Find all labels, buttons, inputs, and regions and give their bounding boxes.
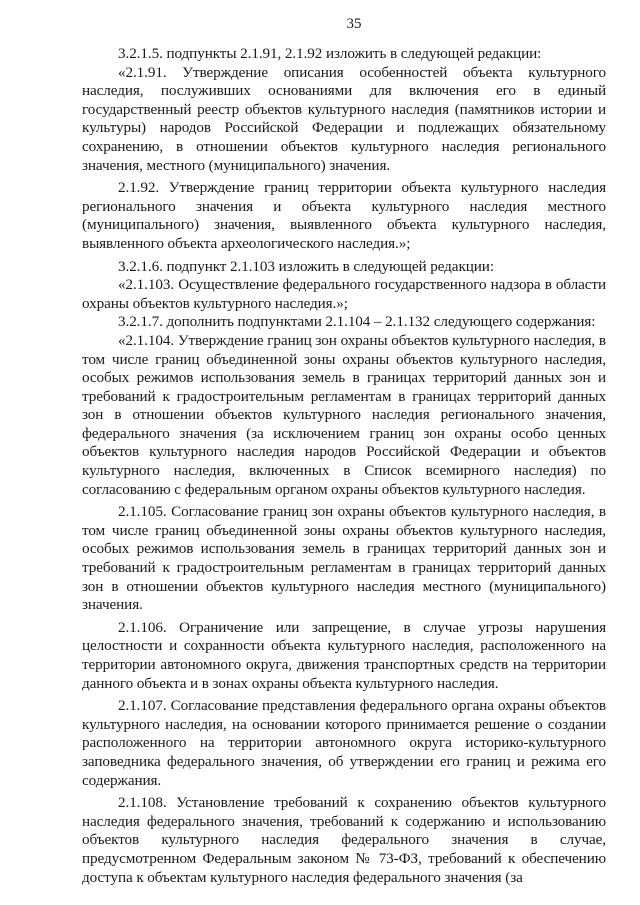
page-number: 35 (346, 16, 362, 32)
paragraph-2-1-91: «2.1.91. Утверждение описания особенностей объекта культурного наследия, послуживших основаниями для включения его в единый государственный реестр объектов культурного наследия (памятников истории и культуры) народов Российской Федерации и подлежащих обязательному сохранению, в отношении объектов культурного наследия регионального значения, местного (муниципального) значения. (82, 63, 606, 174)
paragraph-2-1-92: 2.1.92. Утверждение границ территории объекта культурного наследия регионального значения и объекта культурного наследия местного (муниципального) значения, выявленного объекта культурного наследия, выявленного объекта археологического наследия.»; (82, 179, 606, 252)
paragraph-2-1-107: 2.1.107. Согласование представления федерального органа охраны объектов культурного наследия, на основании которого принимается решение о создании расположенного на территории автономного округа историко-культурного заповедника федерального значения, об утверждении его границ и режима его содержания. (82, 697, 606, 789)
paragraph-3-2-1-5: 3.2.1.5. подпункты 2.1.91, 2.1.92 изложить в следующей редакции: (118, 45, 542, 62)
paragraph-3-2-1-7: 3.2.1.7. дополнить подпунктами 2.1.104 – 2.1.132 следующего содержания: (118, 313, 596, 331)
paragraph-2-1-105: 2.1.105. Согласование границ зон охраны объектов культурного наследия, в том числе границ объединенной зоны охраны объектов культурного наследия, особых режимов использования земель в границах территорий данных зон и требований к градостроительным регламентам в границах территорий данных зон в отношении объектов культурного наследия местного (муниципального) значения. (82, 503, 606, 614)
paragraph-2-1-108: 2.1.108. Установление требований к сохранению объектов культурного наследия федерального значения, требований к содержанию и использованию объектов культурного наследия федерального значения в случае, предусмотренном Федеральным законом № 73-ФЗ, требований к обеспечению доступа к объектам культурного наследия федерального значения (за (82, 794, 606, 886)
paragraph-2-1-103: «2.1.103. Осуществление федерального государственного надзора в области охраны объектов культурного наследия.»; (82, 276, 606, 312)
paragraph-2-1-104: «2.1.104. Утверждение границ зон охраны объектов культурного наследия, в том числе границ объединенной зоны охраны объектов культурного наследия, особых режимов использования земель в границах территорий данных зон и требований к градостроительным регламентам в границах территорий данных зон в отношении объектов культурного наследия регионального значения, федерального значения (за исключением границ зон охраны особо ценных объектов культурного наследия народов Российской Федерации и объектов культурного наследия, включенных в Список всемирного наследия) по согласованию с федеральным органом охраны объектов культурного наследия. (82, 331, 606, 498)
paragraph-2-1-106: 2.1.106. Ограничение или запрещение, в случае угрозы нарушения целостности и сохранности объекта культурного наследия, расположенного на территории автономного округа, движения транспортных средств на территории данного объекта и в зонах охраны объекта культурного наследия. (82, 618, 606, 692)
paragraph-3-2-1-6: 3.2.1.6. подпункт 2.1.103 изложить в следующей редакции: (118, 257, 494, 275)
